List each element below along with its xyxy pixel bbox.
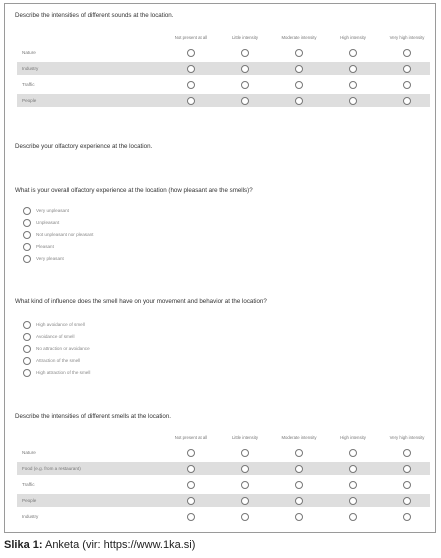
radio-button[interactable] <box>23 243 31 251</box>
option-label: Not unpleasant nor pleasant <box>36 232 94 237</box>
option-label: No attraction or avoidance <box>36 346 90 351</box>
radio-button[interactable] <box>295 449 303 457</box>
column-header: Very high intensity <box>389 35 425 40</box>
table-row <box>17 94 430 107</box>
option-label: Very unpleasant <box>36 208 69 213</box>
table-row <box>17 510 430 523</box>
radio-button[interactable] <box>23 231 31 239</box>
caption-label: Slika 1: <box>4 539 43 551</box>
row-label: Traffic <box>22 481 35 487</box>
radio-button[interactable] <box>241 481 249 489</box>
radio-button[interactable] <box>349 49 357 57</box>
column-header: High intensity <box>340 35 366 40</box>
column-header: Little intensity <box>231 35 259 40</box>
radio-button[interactable] <box>403 49 411 57</box>
row-label: Traffic <box>22 81 35 87</box>
row-label: Food (e.g. from a restaurant) <box>22 465 81 471</box>
radio-option[interactable] <box>23 332 323 342</box>
column-header: Moderate intensity <box>281 435 317 440</box>
radio-button[interactable] <box>241 65 249 73</box>
radio-option[interactable] <box>23 320 323 330</box>
radio-button[interactable] <box>23 321 31 329</box>
radio-button[interactable] <box>349 513 357 521</box>
radio-button[interactable] <box>295 465 303 473</box>
radio-button[interactable] <box>23 369 31 377</box>
radio-option[interactable] <box>23 218 323 228</box>
radio-option[interactable] <box>23 254 323 264</box>
row-label: People <box>22 97 37 103</box>
radio-button[interactable] <box>187 65 195 73</box>
radio-button[interactable] <box>403 513 411 521</box>
row-label: People <box>22 497 37 503</box>
radio-button[interactable] <box>241 465 249 473</box>
radio-button[interactable] <box>187 97 195 105</box>
question-smell-influence: What kind of influence does the smell have on your movement and behavior at the location? <box>15 298 267 305</box>
radio-button[interactable] <box>187 449 195 457</box>
radio-button[interactable] <box>241 81 249 89</box>
radio-button[interactable] <box>23 219 31 227</box>
radio-button[interactable] <box>403 65 411 73</box>
radio-button[interactable] <box>187 81 195 89</box>
radio-button[interactable] <box>241 49 249 57</box>
column-header: Not present at all <box>174 435 208 440</box>
row-label: Nature <box>22 49 36 55</box>
column-header: Moderate intensity <box>281 35 317 40</box>
radio-button[interactable] <box>23 207 31 215</box>
radio-button[interactable] <box>349 465 357 473</box>
radio-button[interactable] <box>403 449 411 457</box>
row-label: Industry <box>22 65 39 71</box>
radio-button[interactable] <box>187 49 195 57</box>
column-header: Very high intensity <box>389 435 425 440</box>
radio-option[interactable] <box>23 344 323 354</box>
table-row <box>17 46 430 59</box>
option-label: Attraction of the smell <box>36 358 81 363</box>
radio-option[interactable] <box>23 242 323 252</box>
radio-button[interactable] <box>241 449 249 457</box>
radio-option[interactable] <box>23 368 323 378</box>
radio-button[interactable] <box>23 255 31 263</box>
radio-button[interactable] <box>403 97 411 105</box>
radio-button[interactable] <box>295 513 303 521</box>
radio-button[interactable] <box>403 481 411 489</box>
radio-button[interactable] <box>349 97 357 105</box>
radio-option[interactable] <box>23 356 323 366</box>
question-olfactory-experience: Describe your olfactory experience at the location. <box>15 143 153 150</box>
radio-button[interactable] <box>295 481 303 489</box>
radio-button[interactable] <box>241 97 249 105</box>
radio-button[interactable] <box>403 497 411 505</box>
radio-button[interactable] <box>23 357 31 365</box>
radio-button[interactable] <box>349 497 357 505</box>
radio-button[interactable] <box>295 497 303 505</box>
option-label: Pleasant <box>36 244 54 249</box>
radio-option[interactable] <box>23 206 323 216</box>
column-header: High intensity <box>340 435 366 440</box>
figure-caption <box>4 539 195 551</box>
radio-button[interactable] <box>241 513 249 521</box>
radio-button[interactable] <box>23 345 31 353</box>
radio-button[interactable] <box>349 81 357 89</box>
option-label: Avoidance of smell <box>36 334 75 339</box>
radio-button[interactable] <box>403 465 411 473</box>
radio-button[interactable] <box>295 97 303 105</box>
option-label: High attraction of the smell <box>36 370 91 375</box>
table-row <box>17 462 430 475</box>
radio-button[interactable] <box>187 465 195 473</box>
row-label: Industry <box>22 513 39 519</box>
question-sound-intensity: Describe the intensities of different sounds at the location. <box>15 12 174 19</box>
question-overall-pleasantness: What is your overall olfactory experience at the location (how pleasant are the smells)? <box>15 187 253 194</box>
radio-button[interactable] <box>187 497 195 505</box>
radio-button[interactable] <box>187 513 195 521</box>
radio-button[interactable] <box>349 449 357 457</box>
option-label: Unpleasant <box>36 220 60 225</box>
radio-button[interactable] <box>349 481 357 489</box>
table-row <box>17 62 430 75</box>
option-label: High avoidance of smell <box>36 322 85 327</box>
column-header: Little intensity <box>231 435 259 440</box>
table-row <box>17 446 430 459</box>
row-label: Nature <box>22 449 36 455</box>
radio-button[interactable] <box>295 49 303 57</box>
radio-button[interactable] <box>295 81 303 89</box>
radio-button[interactable] <box>403 81 411 89</box>
table-row <box>17 478 430 491</box>
radio-option[interactable] <box>23 230 323 240</box>
radio-button[interactable] <box>241 497 249 505</box>
table-row <box>17 494 430 507</box>
question-smell-intensity: Describe the intensities of different smells at the location. <box>15 413 172 420</box>
radio-button[interactable] <box>187 481 195 489</box>
table-row <box>17 78 430 91</box>
column-header: Not present at all <box>174 35 208 40</box>
caption-text: Anketa (vir: https://www.1ka.si) <box>42 539 196 551</box>
radio-button[interactable] <box>349 65 357 73</box>
radio-button[interactable] <box>23 333 31 341</box>
radio-button[interactable] <box>295 65 303 73</box>
option-label: Very pleasant <box>36 256 64 261</box>
survey-form <box>4 3 436 533</box>
